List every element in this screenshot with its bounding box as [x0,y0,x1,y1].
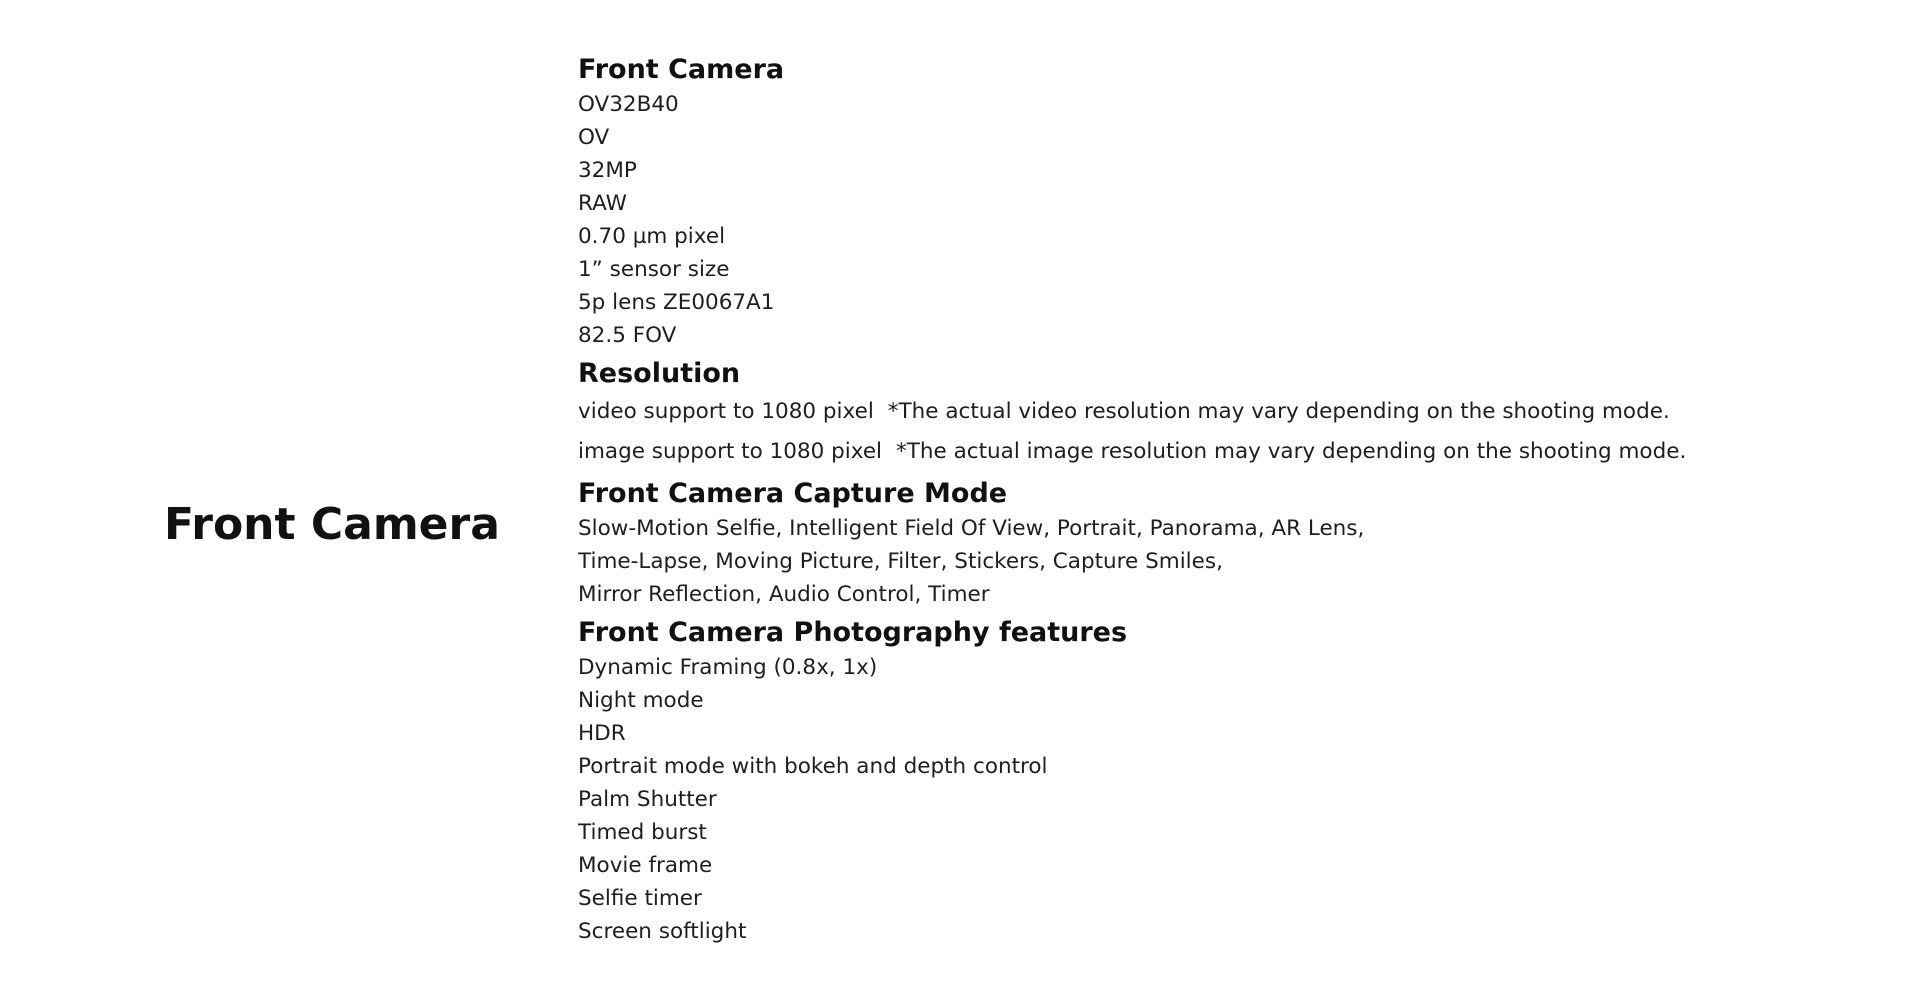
image-resolution-text: image support to 1080 pixel [578,439,883,464]
spec-item: 82.5 FOV [578,323,677,348]
feature-item: Night mode [578,688,704,713]
spec-item: 32MP [578,158,637,183]
feature-item: Palm Shutter [578,787,717,812]
front-camera-spec-list [578,88,1878,352]
front-camera-heading: Front Camera [578,54,785,85]
capture-mode-line: Mirror Reflection, Audio Control, Timer [578,582,990,607]
spec-item: OV [578,125,610,150]
feature-item: Movie frame [578,853,713,878]
feature-item: Portrait mode with bokeh and depth control [578,754,1048,779]
photography-features-heading: Front Camera Photography features [578,617,1128,648]
spec-item: 0.70 µm pixel [578,224,726,249]
capture-mode-line: Slow-Motion Selfie, Intelligent Field Of View, Portrait, Panorama, AR Lens, [578,516,1365,541]
spec-item: 5p lens ZE0067A1 [578,290,775,315]
spec-item: RAW [578,191,627,216]
spec-item: 1” sensor size [578,257,730,282]
photography-features-list [578,651,1878,948]
spec-panel [578,52,1878,948]
feature-item: HDR [578,721,626,746]
resolution-heading: Resolution [578,358,741,389]
spec-item: OV32B40 [578,92,679,117]
capture-mode-line: Time-Lapse, Moving Picture, Filter, Stickers, Capture Smiles, [578,549,1223,574]
capture-mode-heading: Front Camera Capture Mode [578,478,1008,509]
image-resolution-note: *The actual image resolution may vary depending on the shooting mode. [896,439,1687,464]
feature-item: Screen softlight [578,919,747,944]
feature-item: Dynamic Framing (0.8x, 1x) [578,655,878,680]
feature-item: Timed burst [578,820,707,845]
video-resolution-note: *The actual video resolution may vary depending on the shooting mode. [887,399,1670,424]
video-resolution-line [578,392,1878,432]
feature-item: Selfie timer [578,886,702,911]
image-resolution-line [578,432,1878,472]
video-resolution-text: video support to 1080 pixel [578,399,874,424]
side-title: Front Camera [164,499,500,550]
